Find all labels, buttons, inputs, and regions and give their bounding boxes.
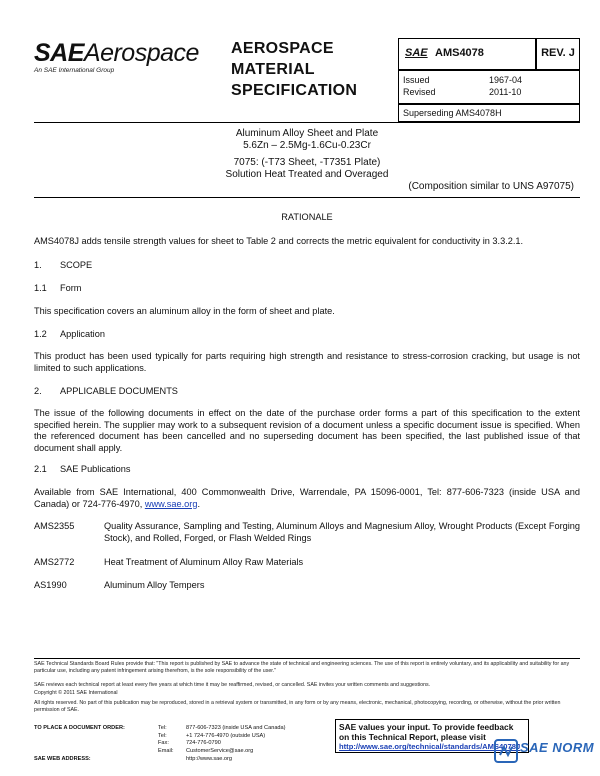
logo-subtitle: An SAE International Group <box>34 67 115 74</box>
doc-number-box <box>398 38 536 70</box>
section-2-1-title: SAE Publications <box>60 464 131 474</box>
fax-value: 724-776-0790 <box>186 740 221 747</box>
condition-line: Solution Heat Treated and Overaged <box>225 169 389 180</box>
revised-label: Revised <box>403 87 436 97</box>
reference-description: Aluminum Alloy Tempers <box>104 580 205 590</box>
order-label: TO PLACE A DOCUMENT ORDER: <box>34 725 125 731</box>
reference-code: AMS2355 <box>34 521 75 531</box>
issued-label: Issued <box>403 75 430 85</box>
web-address-value[interactable]: http://www.sae.org <box>186 756 233 762</box>
composition-line: 5.6Zn – 2.5Mg-1.6Cu-0.23Cr <box>243 140 371 151</box>
superseding-box <box>398 104 580 122</box>
sae-website-link[interactable]: www.sae.org <box>144 498 198 509</box>
issued-row <box>403 75 523 85</box>
material-title: Aluminum Alloy Sheet and Plate <box>235 128 379 139</box>
section-1-1-text: This specification covers an aluminum alloy in the form of sheet and plate. <box>34 306 335 316</box>
tel2-label: Tel: <box>158 732 167 739</box>
document-header <box>34 34 580 122</box>
footer-copyright: Copyright © 2011 SAE International <box>34 690 118 696</box>
tel-value: 877-606-7323 (inside USA and Canada) <box>186 725 286 731</box>
rationale-text: AMS4078J adds tensile strength values for sheet to Table 2 and corrects the metric equivalent for conductivity in 3.3.2.1. <box>34 236 524 246</box>
section-1-1-title: Form <box>60 283 82 293</box>
dates-box <box>398 70 580 104</box>
section-2-heading <box>34 386 580 398</box>
section-2-title: APPLICABLE DOCUMENTS <box>60 386 178 396</box>
spec-type-title <box>231 38 357 101</box>
section-1-number: 1. <box>34 260 42 270</box>
reference-code: AMS2772 <box>34 557 75 567</box>
doc-number: AMS4078 <box>435 47 484 59</box>
section-1-title: SCOPE <box>60 260 93 270</box>
temper-line: 7075: (-T73 Sheet, -T7351 Plate) <box>233 157 381 168</box>
rationale-heading: RATIONALE <box>281 212 333 222</box>
web-address-label: SAE WEB ADDRESS: <box>34 756 91 762</box>
email-label: Email: <box>158 747 174 754</box>
uns-line: (Composition similar to UNS A97075) <box>408 181 574 192</box>
section-2-text: The issue of the following documents in effect on the date of the purchase order forms a part of this specification to the extent specified herein. The supplier may work to a subsequent revision of a document unless a specific document issue is specified. When the referenced document has been cancelled and no superseding document has been specified, the last published issue of that document shall apply. <box>34 408 580 453</box>
section-1-2-title: Application <box>60 329 105 339</box>
section-1-2-heading <box>34 329 580 341</box>
logo-sae-text: SAE <box>34 39 84 67</box>
norm-badge-icon <box>494 739 518 763</box>
sae-address-text: Available from SAE International, 400 Commonwealth Drive, Warrendale, PA 15096-0001, Tel: 877-606-7323 (inside USA and Canada) or 724-776-4970, <box>34 487 580 509</box>
reference-description: Heat Treatment of Aluminum Alloy Raw Materials <box>104 557 304 567</box>
tel-label: Tel: <box>158 725 167 731</box>
email-value[interactable]: CustomerService@sae.org <box>186 747 254 754</box>
section-1-1-number: 1.1 <box>34 283 47 293</box>
sae-mini-logo: SAE <box>405 47 428 59</box>
revised-value: 2011-10 <box>489 87 522 97</box>
stamp-text: SAE NORM <box>520 740 595 755</box>
section-1-2-text: This product has been used typically for parts requiring high strength and resistance to stress-corrosion cracking, but usage is not limited to such applications. <box>34 351 580 373</box>
section-1-1-heading <box>34 283 580 295</box>
revised-row <box>403 87 522 97</box>
reference-description: Quality Assurance, Sampling and Testing, Aluminum Alloys and Magnesium Alloy, Wrought Products (Except Forging Stock), and Rolled, Forged, or Flash Welded Rings <box>104 521 580 543</box>
revision-label: REV. J <box>541 47 575 59</box>
reference-code: AS1990 <box>34 580 67 590</box>
section-2-1-heading <box>34 464 580 476</box>
section-1-heading <box>34 260 580 272</box>
footer-review-note: SAE reviews each technical report at least every five years at which time it may be reaffirmed, revised, or cancelled. SAE invites your written comments and suggestions. <box>34 682 431 688</box>
logo-aerospace-text: Aerospace <box>83 39 199 67</box>
footer-board-rules: SAE Technical Standards Board Rules provide that: "This report is published by SAE to advance the state of technical and engineering sciences. The use of this report is entirely voluntary, and its applicability and suitability for any particular use, including any patent infringement arising therefrom, is the sole responsibility of the user." <box>34 661 570 674</box>
sae-norm-stamp <box>494 736 595 766</box>
spec-title-line-3: SPECIFICATION <box>231 82 358 99</box>
spec-title-line-1: AEROSPACE <box>231 40 334 57</box>
spec-title-line-2: MATERIAL <box>231 61 315 78</box>
section-1-2-number: 1.2 <box>34 329 47 339</box>
sae-address-end: . <box>197 498 201 509</box>
fax-label: Fax: <box>158 740 169 747</box>
section-2-number: 2. <box>34 386 42 396</box>
footer-divider <box>34 658 580 659</box>
feedback-line-2: on this Technical Report, please visit <box>339 732 486 743</box>
material-title-block <box>34 122 580 198</box>
sae-aerospace-logo <box>34 40 224 74</box>
revision-box <box>536 38 580 70</box>
footer-rights-note: All rights reserved. No part of this publication may be reproduced, stored in a retrieval system or transmitted, in any form or by any means, electronic, mechanical, photocopying, recording, or otherwise, without the prior written permission of SAE. <box>34 700 561 713</box>
section-2-1-number: 2.1 <box>34 464 47 474</box>
superseding-text: Superseding AMS4078H <box>403 108 502 118</box>
issued-value: 1967-04 <box>489 75 523 85</box>
tel2-value: +1 724-776-4970 (outside USA) <box>186 732 266 739</box>
section-2-1-text <box>34 487 580 510</box>
feedback-link[interactable]: http://www.sae.org/technical/standards/AMS4078J <box>339 742 521 752</box>
feedback-line-1: SAE values your input. To provide feedback <box>339 722 514 732</box>
